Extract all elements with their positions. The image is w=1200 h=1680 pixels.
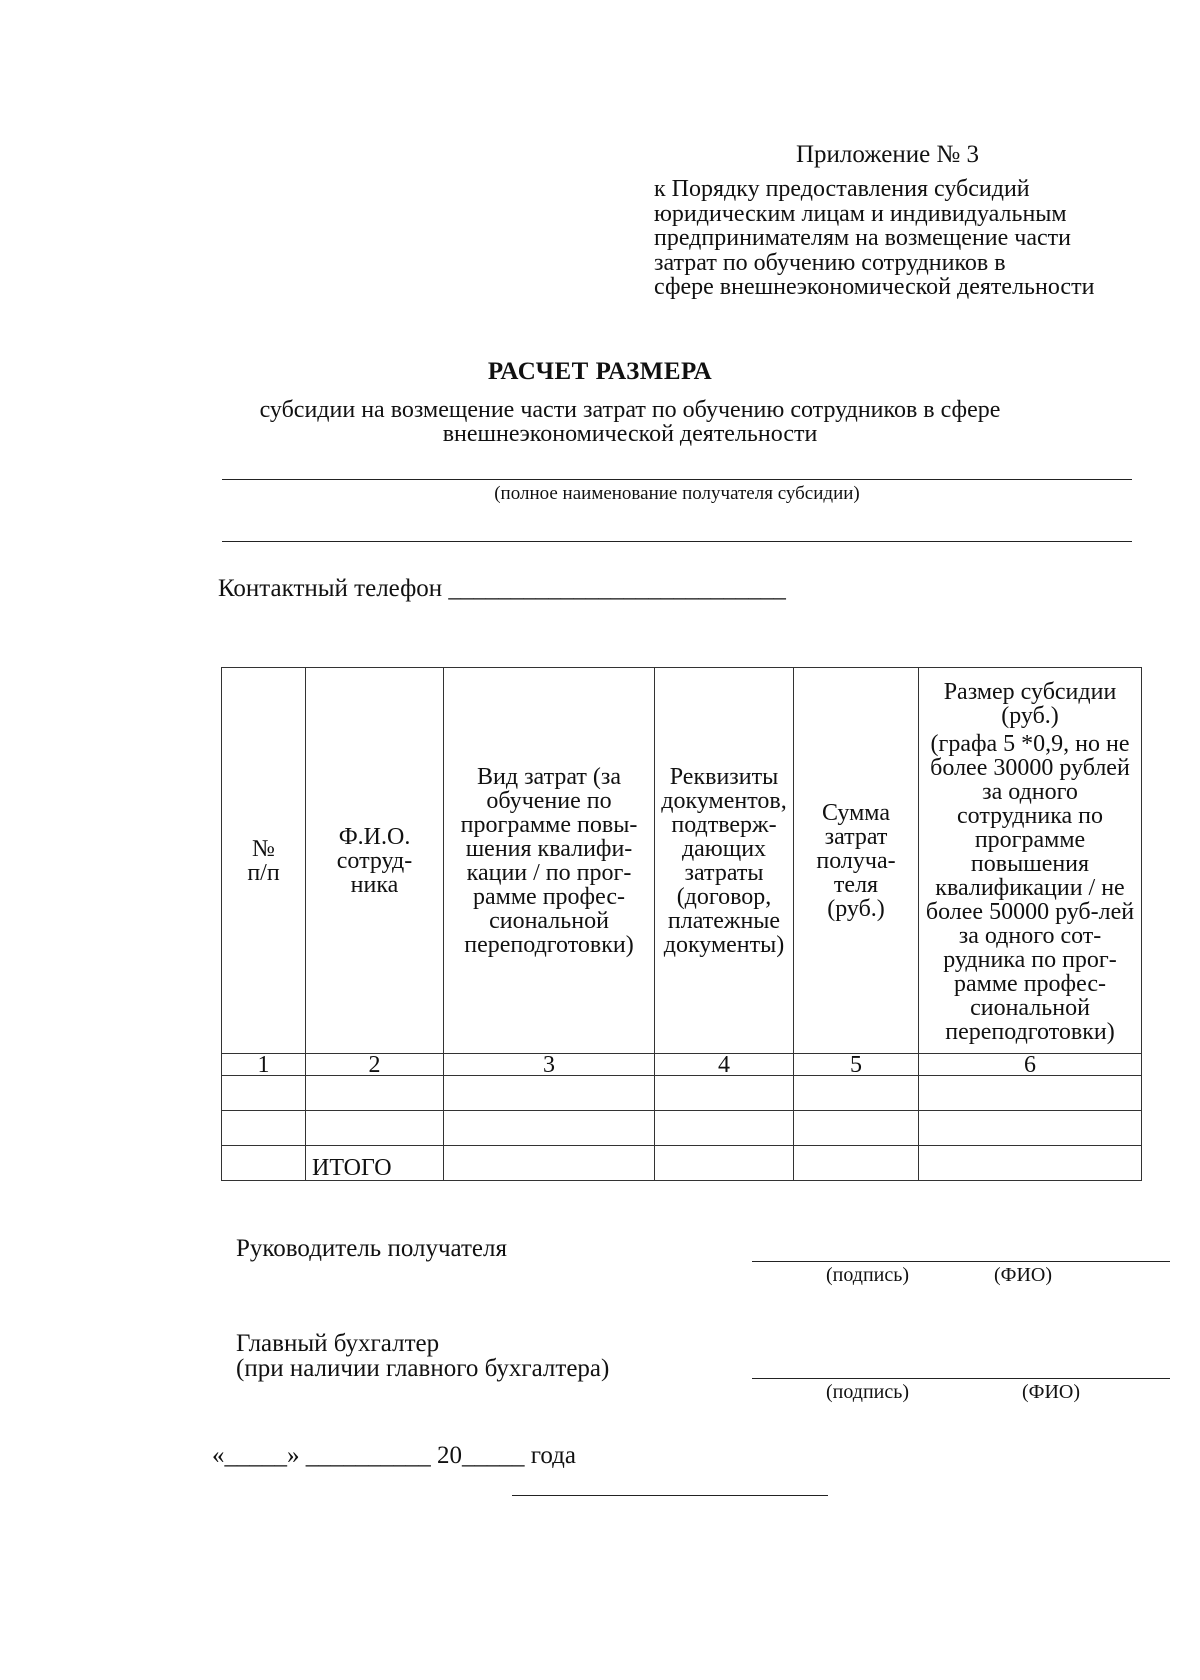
total-label: ИТОГО <box>306 1146 444 1181</box>
table-cell <box>222 1076 306 1111</box>
table-cell <box>919 1146 1142 1181</box>
annex-line: к Порядку предоставления субсидий <box>654 176 1030 202</box>
date-line: «_____» __________ 20_____ года <box>212 1442 576 1469</box>
total-row <box>222 1146 1142 1181</box>
document-title: РАСЧЕТ РАЗМЕРА <box>487 358 713 385</box>
stamp-line <box>512 1495 828 1496</box>
table-cell <box>919 1111 1142 1146</box>
annex-reference <box>654 177 1094 300</box>
accountant-signature-line <box>752 1378 1170 1379</box>
table-cell <box>222 1111 306 1146</box>
table-cell <box>306 1111 444 1146</box>
table-row <box>222 1111 1142 1146</box>
table-cell <box>444 1111 655 1146</box>
header-subsidy-amount <box>919 668 1142 1054</box>
header-employee-name: Ф.И.О. сотруд-ника <box>306 668 444 1054</box>
annex-line: сфере внешнеэкономической деятельности <box>654 274 1095 300</box>
table-cell <box>655 1146 794 1181</box>
annex-line: предпринимателям на возмещение части <box>654 225 1071 251</box>
head-fio-caption: (ФИО) <box>994 1264 1053 1286</box>
annex-line: затрат по обучению сотрудников в <box>654 249 1006 276</box>
annex-title: Приложение № 3 <box>796 141 980 168</box>
accountant-note: (при наличии главного бухгалтера) <box>236 1355 610 1382</box>
table-cell <box>222 1146 306 1181</box>
recipient-caption: (полное наименование получателя субсидии) <box>494 483 860 504</box>
accountant-signature-label: Главный бухгалтер <box>236 1330 440 1357</box>
table-cell <box>655 1076 794 1111</box>
header-documents: Реквизиты документов, подтверж-дающих затраты (договор, платежные документы) <box>655 668 794 1054</box>
table-cell <box>306 1076 444 1111</box>
table-header-row <box>222 668 1142 1054</box>
header-subsidy-formula: (графа 5 *0,9, но не более 30000 рублей за одного сотрудника по программе повышения квалификации / не более 50000 руб-лей за одного сот-рудника по прог-рамме профес-сиональной переподготовки) <box>925 731 1135 1045</box>
header-expense-amount: Сумма затрат получа-теля (руб.) <box>794 668 919 1054</box>
table-cell <box>794 1146 919 1181</box>
table-cell <box>794 1076 919 1111</box>
head-signature-caption: (подпись) <box>826 1264 910 1286</box>
column-number: 4 <box>655 1054 794 1076</box>
table-row <box>222 1076 1142 1111</box>
accountant-fio-caption: (ФИО) <box>1022 1381 1081 1403</box>
header-subsidy-title: Размер субсидии (руб.) <box>943 679 1117 729</box>
table-cell <box>655 1111 794 1146</box>
column-number: 1 <box>222 1054 306 1076</box>
recipient-name-line <box>222 479 1132 480</box>
table-cell <box>919 1076 1142 1111</box>
header-row-number: № п/п <box>222 668 306 1054</box>
contact-phone-label: Контактный телефон ___________________________ <box>218 575 786 602</box>
recipient-name-line-2 <box>222 541 1132 542</box>
table-cell <box>444 1146 655 1181</box>
document-subtitle: субсидии на возмещение части затрат по обучению сотрудников в сфере внешнеэкономической деятельности <box>259 397 1001 447</box>
annex-line: юридическим лицам и индивидуальным <box>654 200 1067 227</box>
table-cell <box>794 1111 919 1146</box>
head-signature-label: Руководитель получателя <box>236 1235 507 1262</box>
column-number: 3 <box>444 1054 655 1076</box>
accountant-signature-caption: (подпись) <box>826 1381 910 1403</box>
table-cell <box>444 1076 655 1111</box>
column-number: 6 <box>919 1054 1142 1076</box>
header-expense-type: Вид затрат (за обучение по программе повы-шения квалифи-кации / по прог-рамме профес-сиональной переподготовки) <box>444 668 655 1054</box>
column-number: 2 <box>306 1054 444 1076</box>
column-number: 5 <box>794 1054 919 1076</box>
subsidy-calculation-table <box>221 667 1142 1181</box>
head-signature-line <box>752 1261 1170 1262</box>
column-numbers-row <box>222 1054 1142 1076</box>
